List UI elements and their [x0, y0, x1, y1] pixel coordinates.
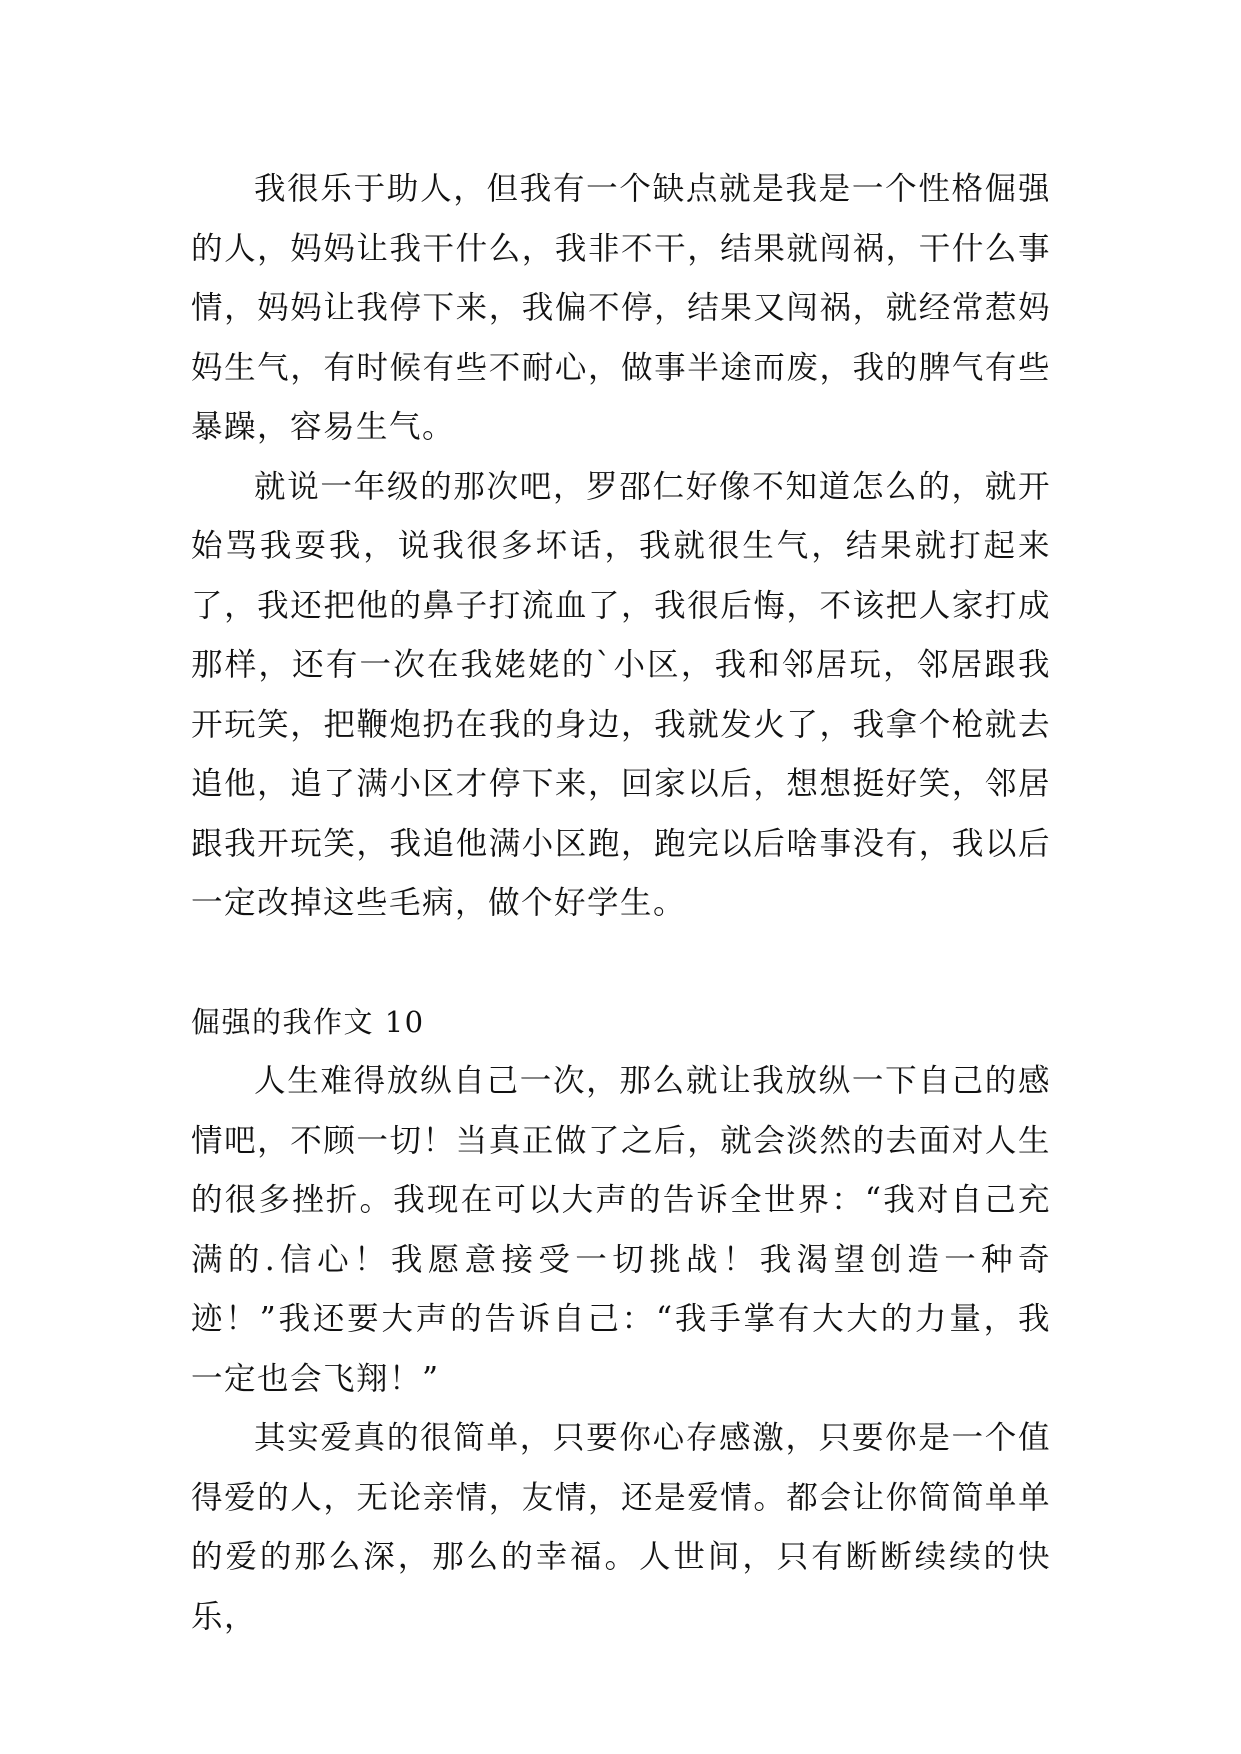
body-paragraph: 我很乐于助人，但我有一个缺点就是我是一个性格倔强的人，妈妈让我干什么，我非不干，结果就闯祸，干什么事情，妈妈让我停下来，我偏不停，结果又闯祸，就经常惹妈妈生气，有时候有些不耐心，做事半途而废，我的脾气有些暴躁，容易生气。: [191, 171, 1051, 445]
body-paragraph: 其实爱真的很简单，只要你心存感激，只要你是一个值得爱的人，无论亲情，友情，还是爱情。都会让你简简单单的爱的那么深，那么的幸福。人世间，只有断断续续的快乐，: [191, 1420, 1051, 1635]
section-heading: 倔强的我作文 10: [191, 1004, 425, 1039]
section-spacer: [191, 934, 1051, 993]
body-paragraph: 就说一年级的那次吧，罗邵仁好像不知道怎么的，就开始骂我耍我，说我很多坏话，我就很生气，结果就打起来了，我还把他的鼻子打流血了，我很后悔，不该把人家打成那样，还有一次在我姥姥的`小区，我和邻居玩，邻居跟我开玩笑，把鞭炮扔在我的身边，我就发火了，我拿个枪就去追他，追了满小区才停下来，回家以后，想想挺好笑，邻居跟我开玩笑，我追他满小区跑，跑完以后啥事没有，我以后一定改掉这些毛病，做个好学生。: [191, 468, 1051, 921]
body-paragraph: 人生难得放纵自己一次，那么就让我放纵一下自己的感情吧，不顾一切！当真正做了之后，就会淡然的去面对人生的很多挫折。我现在可以大声的告诉全世界：“我对自己充满的.信心！我愿意接受一切挑战！我渴望创造一种奇迹！”我还要大声的告诉自己：“我手掌有大大的力量，我一定也会飞翔！”: [191, 1063, 1051, 1397]
document-page: [191, 160, 1051, 1647]
